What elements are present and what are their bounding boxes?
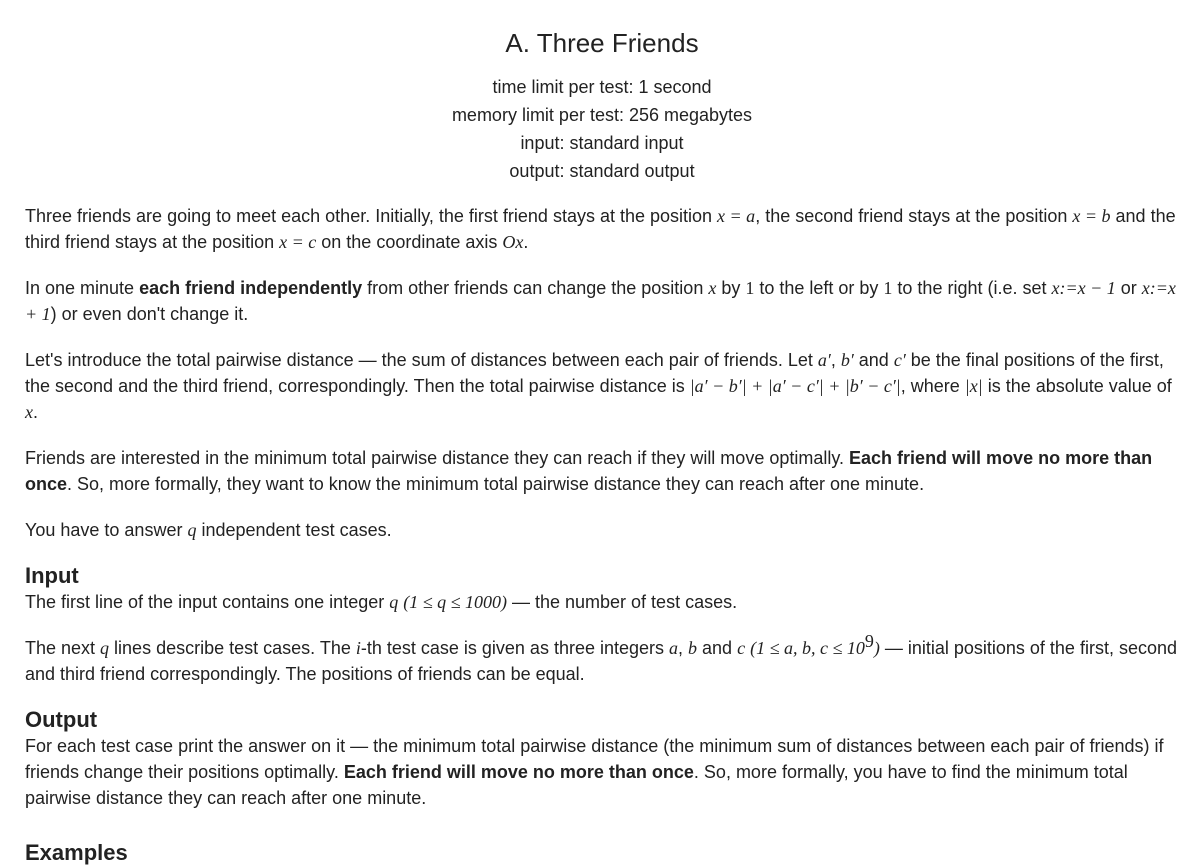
- text: on the coordinate axis: [316, 232, 503, 252]
- math: q: [100, 638, 110, 658]
- legend-paragraph-1: [25, 203, 1185, 255]
- problem-statement: [25, 203, 1185, 831]
- text: and: [853, 350, 894, 370]
- text: The first line of the input contains one integer: [25, 592, 390, 612]
- math: b: [688, 638, 698, 658]
- math: q: [187, 520, 197, 540]
- math: x:=x − 1: [1051, 278, 1116, 298]
- text: to the right (i.e. set: [892, 278, 1052, 298]
- text: The next: [25, 638, 101, 658]
- math: 1: [883, 278, 893, 298]
- text: Friends are interested in the minimum total pairwise distance they can reach if they will move optimally.: [25, 448, 850, 468]
- text: — initial positions of the first, second and third friend correspondingly. The positions of friends can be equal.: [25, 638, 1177, 684]
- problem-header: [0, 0, 1204, 185]
- text: , the second friend stays at the position: [755, 206, 1073, 226]
- legend-paragraph-4: [25, 445, 1185, 497]
- output-spec: output: standard output: [509, 161, 695, 181]
- math: c: [737, 638, 746, 658]
- text: ,: [678, 638, 689, 658]
- text: , where: [900, 376, 965, 396]
- legend-paragraph-5: [25, 517, 1185, 543]
- bold-text: Each friend will move no more than once: [343, 762, 694, 782]
- text: be the final positions of the first, the second and the third friend, correspondingly. Then the total pairwise distance is: [25, 350, 1164, 396]
- input-spec: input: standard input: [520, 133, 684, 153]
- text: Three friends are going to meet each other. Initially, the first friend stays at the position: [25, 206, 718, 226]
- text: .: [33, 402, 39, 422]
- text: and: [697, 638, 738, 658]
- input-paragraph-1: [25, 589, 1185, 615]
- math-superscript: 9: [864, 631, 874, 651]
- text: or: [1115, 278, 1142, 298]
- text: lines describe test cases. The: [109, 638, 356, 658]
- output-paragraph-1: [25, 733, 1185, 811]
- text: .: [523, 232, 529, 252]
- math: Ox: [502, 232, 524, 252]
- math: b′: [840, 350, 854, 370]
- output-heading: Output: [25, 707, 98, 732]
- math: (1 ≤ q ≤ 1000): [403, 592, 507, 612]
- text: . So, more formally, they want to know the minimum total pairwise distance they can reach after one minute.: [67, 474, 925, 494]
- problem-title: A. Three Friends: [505, 28, 699, 58]
- math: x = b: [1072, 206, 1111, 226]
- text: For each test case print the answer on it — the minimum total pairwise distance (the minimum sum of distances between each pair of friends) if friends change their positions optimally.: [25, 736, 1164, 782]
- text: -th test case is given as three integers: [360, 638, 670, 658]
- text: . So, more formally, you have to find the minimum total pairwise distance they can reach after one minute.: [25, 762, 1128, 808]
- input-paragraph-2: [25, 631, 1185, 687]
- legend-paragraph-3: [25, 347, 1185, 425]
- math: x = c: [279, 232, 317, 252]
- text: and the third friend stays at the position: [25, 206, 1176, 252]
- text: to the left or by: [754, 278, 884, 298]
- math: i: [355, 638, 361, 658]
- text: Let's introduce the total pairwise distance — the sum of distances between each pair of friends. Let: [25, 350, 818, 370]
- text: from other friends can change the position: [362, 278, 709, 298]
- math: |a′ − b′| + |a′ − c′| + |b′ − c′|: [689, 376, 901, 396]
- text: by: [716, 278, 746, 298]
- math: |x|: [964, 376, 983, 396]
- math: q: [389, 592, 399, 612]
- math: (1 ≤ a, b, c ≤ 10: [750, 638, 865, 658]
- math: c′: [893, 350, 906, 370]
- legend-paragraph-2: [25, 275, 1185, 327]
- time-limit: time limit per test: 1 second: [492, 77, 712, 97]
- math: x = a: [717, 206, 756, 226]
- bold-text: each friend independently: [139, 278, 363, 298]
- text: You have to answer: [25, 520, 188, 540]
- input-heading: Input: [25, 563, 79, 588]
- math: ): [873, 638, 880, 658]
- text: is the absolute value of: [982, 376, 1172, 396]
- math: 1: [745, 278, 755, 298]
- text: ,: [830, 350, 841, 370]
- memory-limit: memory limit per test: 256 megabytes: [451, 105, 753, 125]
- math: x: [708, 278, 717, 298]
- text: In one minute: [25, 278, 140, 298]
- bold-text: Each friend will move no more than once: [25, 448, 1153, 494]
- examples-heading: Examples: [25, 840, 128, 865]
- text: independent test cases.: [196, 520, 392, 540]
- math: x: [25, 402, 33, 422]
- text: ) or even don't change it.: [50, 304, 249, 324]
- text: — the number of test cases.: [506, 592, 738, 612]
- math: x:=x + 1: [25, 278, 1176, 324]
- math: a: [669, 638, 679, 658]
- math: a′: [817, 350, 831, 370]
